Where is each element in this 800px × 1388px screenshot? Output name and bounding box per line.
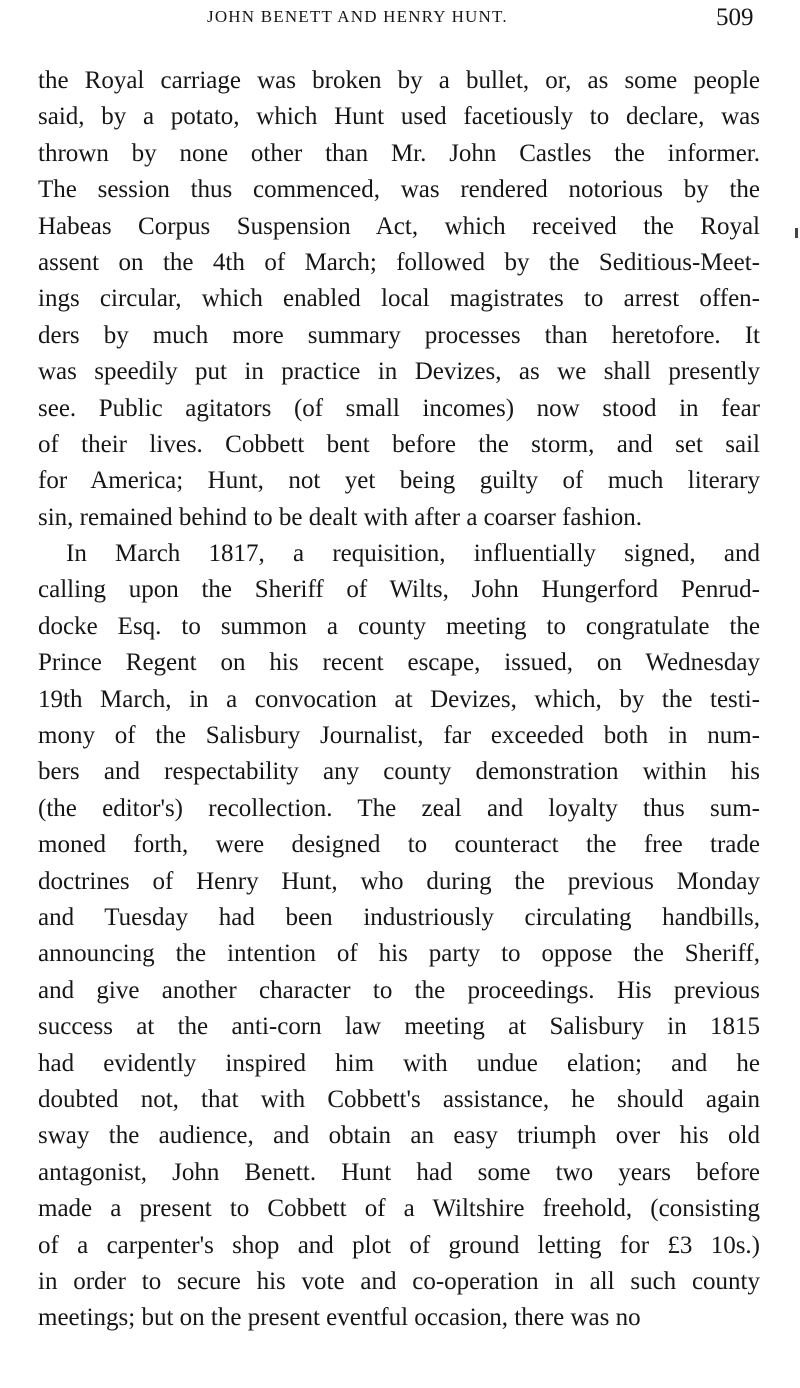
text-line: of their lives. Cobbett bent before the storm, and set sail xyxy=(38,430,760,458)
text-line: ings circular, which enabled local magistrates to arrest offen- xyxy=(38,285,760,313)
text-line: Habeas Corpus Suspension Act, which received the Royal xyxy=(38,212,760,240)
text-line: calling upon the Sheriff of Wilts, John Hungerford Penrud- xyxy=(38,576,760,604)
text-line: made a present to Cobbett of a Wiltshire freehold, (consisting xyxy=(38,1195,760,1223)
text-line: ders by much more summary processes than heretofore. It xyxy=(38,321,760,349)
text-line: said, by a potato, which Hunt used facetiously to declare, was xyxy=(38,103,760,131)
text-line: The session thus commenced, was rendered notorious by the xyxy=(38,176,760,204)
text-line: mony of the Salisbury Journalist, far exceeded both in num- xyxy=(38,722,760,750)
paragraph-first-line: In March 1817, a requisition, influentially signed, and xyxy=(66,540,760,568)
text-line: docke Esq. to summon a county meeting to congratulate the xyxy=(38,612,760,640)
text-line: thrown by none other than Mr. John Castles the informer. xyxy=(38,139,760,167)
text-line: 19th March, in a convocation at Devizes, which, by the testi- xyxy=(38,685,760,713)
text-line: assent on the 4th of March; followed by the Seditious-Meet- xyxy=(38,248,760,276)
text-line: antagonist, John Benett. Hunt had some two years before xyxy=(38,1158,760,1186)
text-line: the Royal carriage was broken by a bullet, or, as some people xyxy=(38,67,760,94)
text-line: of a carpenter's shop and plot of ground letting for £3 10s.) xyxy=(38,1231,760,1259)
text-line: see. Public agitators (of small incomes) now stood in fear xyxy=(38,394,760,422)
running-head: JOHN BENETT AND HENRY HUNT. xyxy=(207,7,508,26)
text-line: for America; Hunt, not yet being guilty of much literary xyxy=(38,467,760,495)
text-line: moned forth, were designed to counteract the free trade xyxy=(38,831,760,859)
text-line: success at the anti-corn law meeting at Salisbury in 1815 xyxy=(38,1013,760,1041)
text-line: doubted not, that with Cobbett's assistance, he should again xyxy=(38,1085,760,1113)
scan-edge-mark xyxy=(795,228,798,238)
text-line: meetings; but on the present eventful occasion, there was no xyxy=(38,1304,641,1332)
text-line: sin, remained behind to be dealt with after a coarser fashion. xyxy=(38,503,642,531)
text-line: bers and respectability any county demonstration within his xyxy=(38,758,760,786)
text-line: doctrines of Henry Hunt, who during the previous Monday xyxy=(38,867,760,895)
text-line: was speedily put in practice in Devizes, as we shall presently xyxy=(38,358,760,386)
text-line: announcing the intention of his party to oppose the Sheriff, xyxy=(38,940,760,968)
body-text xyxy=(38,63,760,1337)
text-line: in order to secure his vote and co-operation in all such county xyxy=(38,1267,760,1295)
text-line: Prince Regent on his recent escape, issued, on Wednesday xyxy=(38,649,760,677)
text-line: and Tuesday had been industriously circulating handbills, xyxy=(38,903,760,931)
text-line: had evidently inspired him with undue elation; and he xyxy=(38,1049,760,1077)
text-line: and give another character to the proceedings. His previous xyxy=(38,976,760,1004)
text-line: (the editor's) recollection. The zeal and loyalty thus sum- xyxy=(38,794,760,822)
text-line: sway the audience, and obtain an easy triumph over his old xyxy=(38,1122,760,1150)
page-number: 509 xyxy=(716,4,754,31)
